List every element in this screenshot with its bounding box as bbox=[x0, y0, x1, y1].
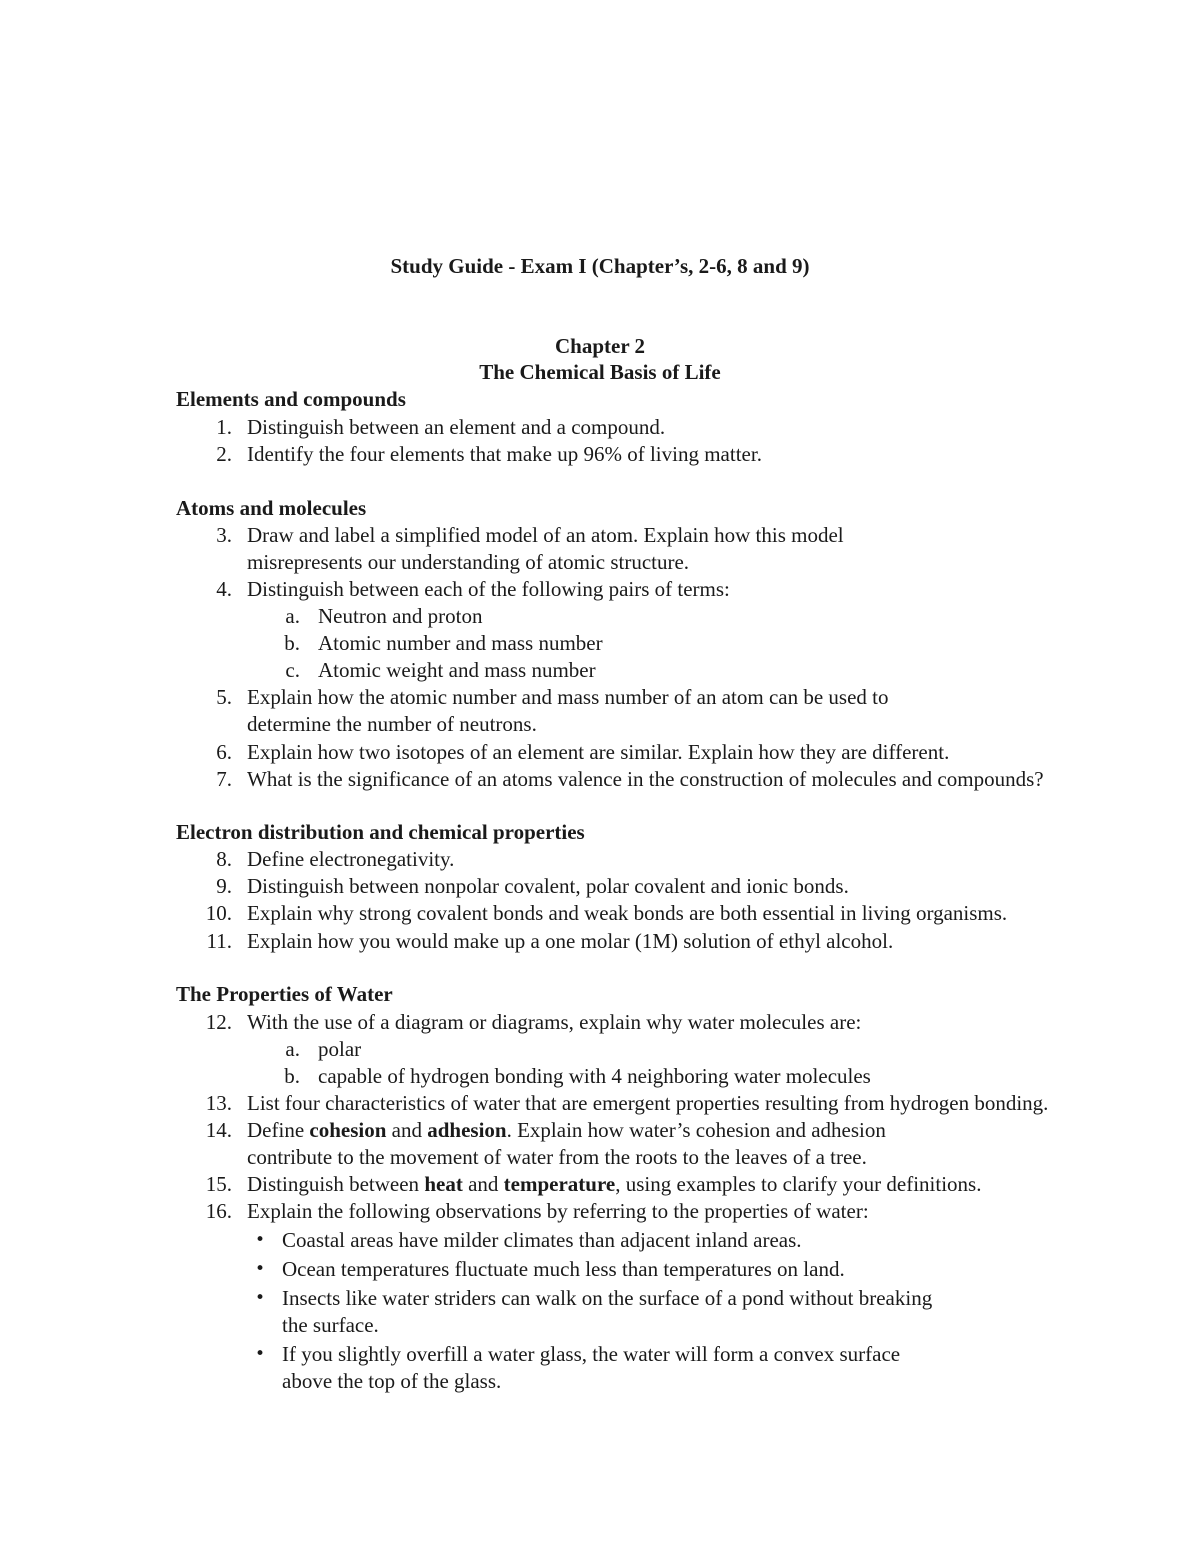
question-text: With the use of a diagram or diagrams, explain why water molecules are: bbox=[247, 1010, 862, 1034]
bullet-text: Insects like water striders can walk on the surface of a pond without breaking bbox=[282, 1286, 933, 1310]
question-number: 2. bbox=[216, 442, 232, 466]
bullet-icon: • bbox=[254, 1259, 266, 1279]
question-number: 3. bbox=[216, 523, 232, 547]
sub-item-text: Atomic number and mass number bbox=[318, 631, 603, 655]
question-number: 8. bbox=[216, 847, 232, 871]
question-text: List four characteristics of water that are emergent properties resulting from hydrogen bonding. bbox=[247, 1091, 1049, 1115]
bullet-icon: • bbox=[254, 1288, 266, 1308]
section-heading-properties-of-water: The Properties of Water bbox=[176, 982, 393, 1006]
term-adhesion: adhesion bbox=[427, 1118, 507, 1142]
text-fragment: Define bbox=[247, 1118, 310, 1142]
question-text: Distinguish between an element and a compound. bbox=[247, 415, 666, 439]
question-number: 9. bbox=[216, 874, 232, 898]
bullet-text-continued: the surface. bbox=[282, 1313, 379, 1337]
question-number: 4. bbox=[216, 577, 232, 601]
question-number: 14. bbox=[205, 1118, 232, 1142]
question-number: 12. bbox=[205, 1010, 232, 1034]
question-text: Explain why strong covalent bonds and weak bonds are both essential in living organisms. bbox=[247, 901, 1008, 925]
question-number: 10. bbox=[205, 901, 232, 925]
text-fragment: and bbox=[386, 1118, 428, 1142]
sub-item-text: Atomic weight and mass number bbox=[318, 658, 596, 682]
bullet-text: If you slightly overfill a water glass, the water will form a convex surface bbox=[282, 1342, 901, 1366]
bullet-text: Ocean temperatures fluctuate much less than temperatures on land. bbox=[282, 1257, 845, 1281]
text-fragment: Distinguish between bbox=[247, 1172, 425, 1196]
chapter-number: Chapter 2 bbox=[554, 334, 646, 358]
question-number: 15. bbox=[205, 1172, 232, 1196]
question-text: Distinguish between each of the following pairs of terms: bbox=[247, 577, 730, 601]
question-text: Explain how two isotopes of an element are similar. Explain how they are different. bbox=[247, 740, 950, 764]
question-text: Define electronegativity. bbox=[247, 847, 455, 871]
sub-item-letter: c. bbox=[285, 658, 300, 682]
term-cohesion: cohesion bbox=[309, 1118, 387, 1142]
question-number: 1. bbox=[216, 415, 232, 439]
term-heat: heat bbox=[424, 1172, 463, 1196]
sub-item-letter: b. bbox=[284, 1064, 300, 1088]
question-number: 5. bbox=[216, 685, 232, 709]
question-text: Identify the four elements that make up 96% of living matter. bbox=[247, 442, 762, 466]
sub-item-letter: a. bbox=[285, 1037, 300, 1061]
question-text-continued: misrepresents our understanding of atomic structure. bbox=[247, 550, 690, 574]
bullet-text: Coastal areas have milder climates than adjacent inland areas. bbox=[282, 1228, 802, 1252]
sub-item-letter: b. bbox=[284, 631, 300, 655]
text-fragment: . Explain how water’s cohesion and adhesion bbox=[506, 1118, 886, 1142]
question-text bbox=[247, 1118, 886, 1143]
question-text-continued: determine the number of neutrons. bbox=[247, 712, 537, 736]
section-heading-elements-compounds: Elements and compounds bbox=[176, 387, 406, 411]
question-text-continued: contribute to the movement of water from the roots to the leaves of a tree. bbox=[247, 1145, 867, 1169]
question-number: 7. bbox=[216, 767, 232, 791]
question-text: Explain how you would make up a one molar (1M) solution of ethyl alcohol. bbox=[247, 929, 894, 953]
chapter-title: The Chemical Basis of Life bbox=[479, 360, 721, 384]
question-text: Explain how the atomic number and mass number of an atom can be used to bbox=[247, 685, 889, 709]
section-heading-electron-distribution: Electron distribution and chemical properties bbox=[176, 820, 585, 844]
question-text: Distinguish between nonpolar covalent, polar covalent and ionic bonds. bbox=[247, 874, 849, 898]
term-temperature: temperature bbox=[503, 1172, 616, 1196]
text-fragment: , using examples to clarify your definitions. bbox=[615, 1172, 982, 1196]
question-text: Explain the following observations by referring to the properties of water: bbox=[247, 1199, 869, 1223]
sub-item-letter: a. bbox=[285, 604, 300, 628]
sub-item-text: Neutron and proton bbox=[318, 604, 483, 628]
question-number: 11. bbox=[206, 929, 232, 953]
section-heading-atoms-molecules: Atoms and molecules bbox=[176, 496, 367, 520]
bullet-icon: • bbox=[254, 1230, 266, 1250]
sub-item-text: polar bbox=[318, 1037, 362, 1061]
sub-item-text: capable of hydrogen bonding with 4 neighboring water molecules bbox=[318, 1064, 871, 1088]
question-number: 6. bbox=[216, 740, 232, 764]
question-text: Draw and label a simplified model of an atom. Explain how this model bbox=[247, 523, 844, 547]
question-number: 16. bbox=[205, 1199, 232, 1223]
bullet-icon: • bbox=[254, 1344, 266, 1364]
question-number: 13. bbox=[205, 1091, 232, 1115]
question-text: What is the significance of an atoms valence in the construction of molecules and compounds? bbox=[247, 767, 1044, 791]
text-fragment: and bbox=[462, 1172, 504, 1196]
question-text bbox=[247, 1172, 981, 1197]
bullet-text-continued: above the top of the glass. bbox=[282, 1369, 502, 1393]
document-title: Study Guide - Exam I (Chapter’s, 2-6, 8 and 9) bbox=[390, 254, 810, 278]
